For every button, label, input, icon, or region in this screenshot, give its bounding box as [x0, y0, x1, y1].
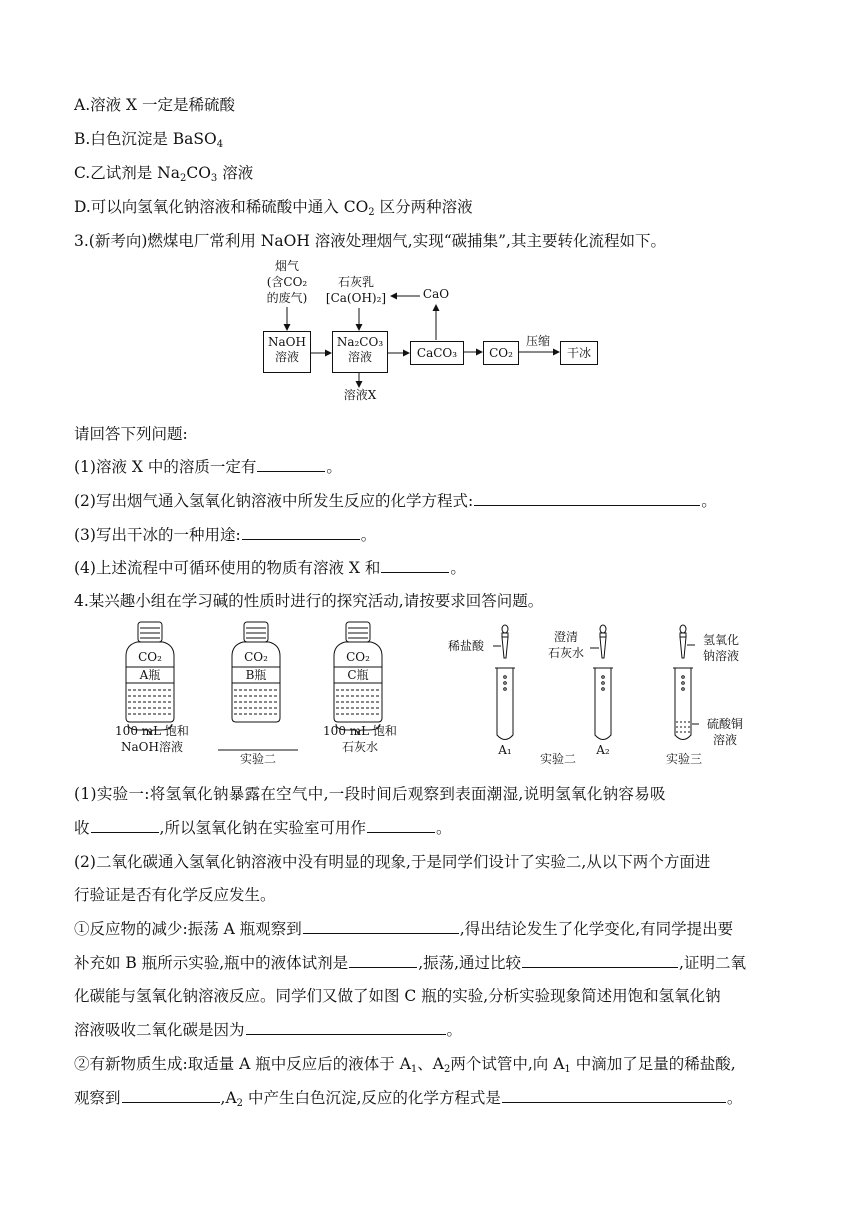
compress-label: 压缩 — [525, 334, 550, 348]
flue-gas-label-1: 烟气 — [274, 259, 299, 273]
bottle-a-solution-2: NaOH溶液 — [121, 740, 183, 754]
q3-sub3: (3)写出干冰的一种用途: 。 — [74, 526, 377, 544]
q4-p2a: (2)二氧化碳通入氢氧化钠溶液中没有明显的现象,于是同学们设计了实验二,从以下两个方面进 — [74, 853, 711, 871]
lime-milk-label-2: [Ca(OH)₂] — [325, 291, 387, 305]
naoh-label-1: 氢氧化 — [702, 633, 739, 647]
limewater-label-2: 石灰水 — [547, 646, 584, 660]
bottle-c-label: C瓶 — [347, 668, 369, 682]
answer-blank[interactable] — [349, 953, 417, 968]
na2co3-box: Na₂CO₃ 溶液 — [332, 331, 388, 373]
exp3-caption: 实验三 — [665, 752, 702, 766]
dropper-naoh — [680, 625, 695, 658]
solution-x-label: 溶液X — [343, 388, 377, 402]
dry-ice-box: 干冰 — [560, 341, 598, 365]
tube-a1 — [495, 668, 515, 740]
tube-a2 — [593, 668, 613, 740]
bottle-a-gas: CO₂ — [138, 650, 162, 664]
co2-box: CO₂ — [483, 341, 519, 365]
flue-gas-label-3: 的废气) — [266, 291, 308, 305]
caco3-box: CaCO₃ — [410, 341, 464, 365]
bottle-b-gas: CO₂ — [244, 650, 268, 664]
option-d: D.可以向氢氧化钠溶液和稀硫酸中通入 $CO_2$ 区分两种溶液 — [74, 198, 473, 218]
q4-p3d: 溶液吸收二氧化碳是因为 。 — [74, 1021, 463, 1039]
option-a: A.溶液 X 一定是稀硫酸 — [74, 96, 236, 114]
bottle-c-solution-2: 石灰水 — [341, 740, 378, 754]
lime-milk-label-1: 石灰乳 — [337, 275, 374, 289]
q4-p4b: 观察到 $,A_2$ 中产生白色沉淀,反应的化学方程式是 。 — [74, 1089, 743, 1109]
q3-sub2: (2)写出烟气通入氢氧化钠溶液中所发生反应的化学方程式: 。 — [74, 492, 717, 510]
tube-a2-label: A₂ — [596, 743, 610, 757]
exp2-caption-right: 实验二 — [539, 752, 576, 766]
q4-stem: 4.某兴趣小组在学习碱的性质时进行的探究活动,请按要求回答问题。 — [74, 592, 544, 610]
answer-blank[interactable] — [122, 1088, 220, 1103]
q3-sub4: (4)上述流程中可循环使用的物质有溶液 X 和 。 — [74, 559, 466, 577]
dropper-limewater — [590, 625, 606, 658]
bottle-a-solution-1: 100 mL 饱和 — [115, 724, 189, 738]
naoh-box: NaOH 溶液 — [263, 331, 311, 373]
limewater-label-1: 澄清 — [553, 630, 578, 644]
dropper-hcl — [493, 625, 508, 658]
q3-prompt: 请回答下列问题: — [74, 425, 188, 443]
answer-blank[interactable] — [91, 818, 159, 833]
q4-p3a: ①反应物的减少:振荡 A 瓶观察到 ,得出结论发生了化学变化,有同学提出要 — [74, 920, 734, 938]
answer-blank[interactable] — [367, 818, 435, 833]
q4-p1a: (1)实验一:将氢氧化钠暴露在空气中,一段时间后观察到表面潮湿,说明氢氧化钠容易吸 — [74, 785, 666, 803]
option-c: C.乙试剂是 $Na_2CO_3$ 溶液 — [74, 164, 254, 184]
q4-p4a: ②有新物质生成:取适量 A 瓶中反应后的液体于 $A_1$、$A_2$两个试管中,向 $A_1$ 中滴加了足量的稀盐酸, — [74, 1055, 736, 1075]
answer-blank[interactable] — [303, 919, 459, 934]
cuso4-label-1: 硫酸铜 — [706, 717, 743, 731]
q4-p3c: 化碳能与氢氧化钠溶液反应。同学们又做了如图 C 瓶的实验,分析实验现象简述用饱和氢氧化钠 — [74, 987, 721, 1005]
answer-blank[interactable] — [522, 953, 678, 968]
option-b: B.白色沉淀是 BaSO$_4$ — [74, 130, 224, 150]
bottle-c-solution-1: 100 mL 饱和 — [323, 724, 397, 738]
bottle-a-label: A瓶 — [139, 668, 161, 682]
q4-p1b: 收 ,所以氢氧化钠在实验室可用作 。 — [74, 819, 452, 837]
cao-label: CaO — [422, 287, 450, 301]
bottle-b-label: B瓶 — [245, 668, 267, 682]
q3-stem: 3.(新考向)燃煤电厂常利用 NaOH 溶液处理烟气,实现“碳捕集”,其主要转化流程如下。 — [74, 232, 666, 250]
cuso4-label-2: 溶液 — [712, 733, 737, 747]
answer-blank[interactable] — [246, 1020, 446, 1035]
q4-p3b: 补充如 B 瓶所示实验,瓶中的液体试剂是 ,振荡,通过比较 ,证明二氧 — [74, 954, 746, 972]
tube-a1-label: A₁ — [498, 743, 512, 757]
naoh-label-2: 钠溶液 — [702, 649, 739, 663]
answer-blank[interactable] — [502, 1088, 726, 1103]
tube-cuso4 — [673, 668, 699, 740]
q4-p2b: 行验证是否有化学反应发生。 — [74, 886, 276, 904]
flue-gas-label-2: (含CO₂ — [266, 275, 308, 289]
hcl-label: 稀盐酸 — [447, 639, 484, 653]
exp2-caption-left: 实验二 — [239, 752, 276, 766]
q3-sub1: (1)溶液 X 中的溶质一定有 。 — [74, 458, 342, 476]
bottle-c-gas: CO₂ — [346, 650, 370, 664]
